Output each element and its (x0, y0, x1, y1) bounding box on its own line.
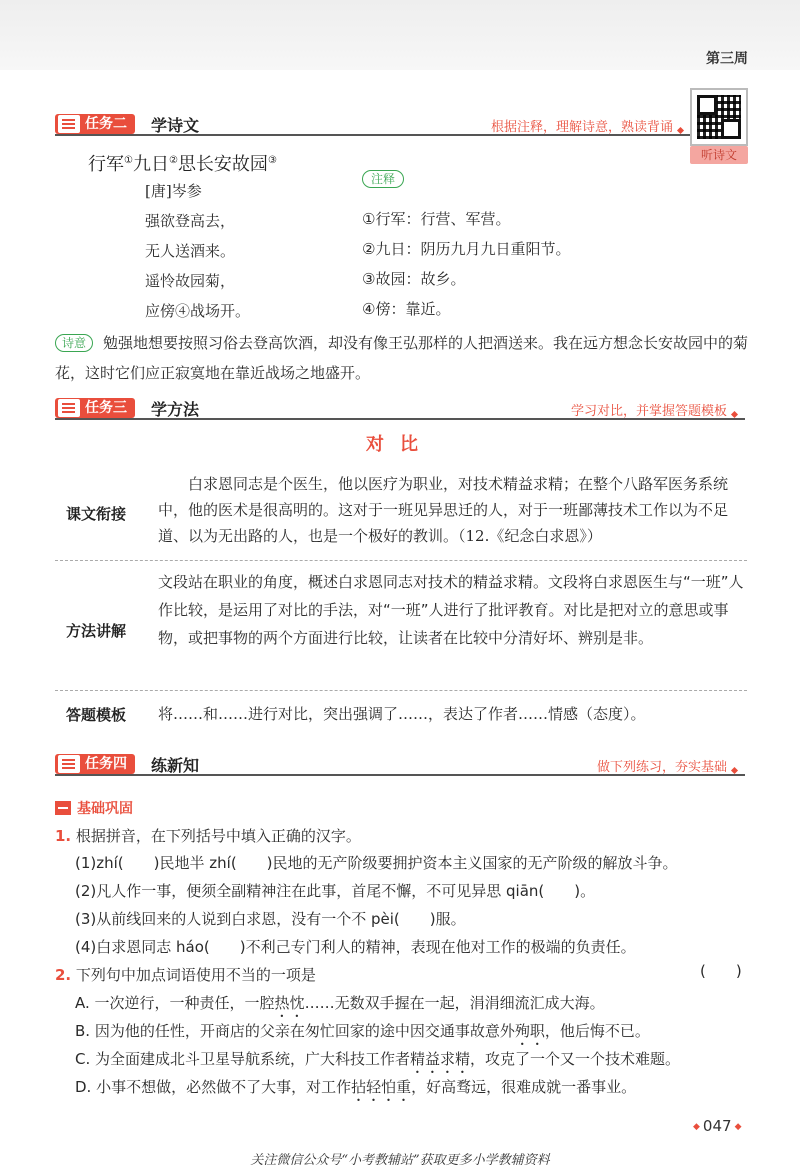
poem-line: 无人送酒来。 (145, 242, 236, 260)
divider (55, 690, 747, 691)
poem-title: 行军①九日②思长安故园③ (88, 154, 277, 175)
page-number: ◆ 047 ◆ (690, 1117, 744, 1135)
question-1-item[interactable]: (1)zhí( )民地半 zhí( )民地的无产阶级要拥护资本主义国家的无产阶级的解放斗争。 (75, 854, 678, 872)
option-b[interactable]: B. 因为他的任性，开商店的父亲在匆忙回家的途中因交通事故意外殉职，他后悔不已。 (75, 1022, 650, 1040)
text-link-label: 课文衔接 (66, 505, 127, 523)
template-label: 答题模板 (66, 706, 127, 724)
note-item: ②九日：阴历九月九日重阳节。 (362, 240, 571, 258)
question-1-item[interactable]: (3)从前线回来的人说到白求恩，没有一个不 pèi( )服。 (75, 910, 466, 928)
task2-goal: 根据注释，理解诗意，熟读背诵 (491, 116, 673, 135)
task4-badge: 任务四 (55, 754, 135, 774)
note-item: ①行军：行营、军营。 (362, 210, 511, 228)
poem-line: 应傍④战场开。 (145, 302, 251, 320)
question-1: 1. 根据拼音，在下列括号中填入正确的汉字。 (55, 827, 361, 845)
document-icon (58, 115, 80, 133)
week-label: 第三周 (706, 51, 748, 67)
note-item: ④傍：靠近。 (362, 300, 451, 318)
question-2: 2. 下列句中加点词语使用不当的一项是 (55, 966, 316, 984)
poem-line: 强欲登高去， (145, 212, 236, 230)
template-content: 将……和……进行对比，突出强调了……，表达了作者……情感（态度）。 (158, 705, 646, 723)
task2-title: 学诗文 (151, 116, 200, 135)
poem-meaning: 勉强地想要按照习俗去登高饮酒，却没有像王弘那样的人把酒送来。我在远方想念长安故园中的菊花，这时它们应正寂寞地在靠近战场之地盛开。 (55, 334, 749, 382)
explain-label: 方法讲解 (66, 622, 127, 640)
option-d[interactable]: D. 小事不想做，必然做不了大事，对工作拈轻怕重，好高骛远，很难成就一番事业。 (75, 1078, 637, 1096)
question-1-item[interactable]: (4)白求恩同志 háo( )不利己专门利人的精神，表现在他对工作的极端的负责任。 (75, 938, 636, 956)
section-basic: 基础巩固 (55, 798, 133, 818)
poem-author: [唐]岑参 (145, 182, 202, 200)
text-link-content: 白求恩同志是个医生，他以医疗为职业，对技术精益求精；在整个八路军医务系统中，他的医术是很高明的。这对于一班见异思迁的人，对于一班鄙薄技术工作以为不足道、以为无出路的人，也是一个极好的教训。（12.《纪念白求恩》） (158, 475, 729, 545)
qr-code[interactable] (690, 88, 748, 146)
task4-header (55, 754, 745, 776)
question-1-item[interactable]: (2)凡人作一事，便须全副精神注在此事，首尾不懈，不可见异思 qiān( )。 (75, 882, 596, 900)
option-a[interactable]: A. 一次逆行，一种责任，一腔热忱……无数双手握在一起，涓涓细流汇成大海。 (75, 994, 605, 1012)
option-c[interactable]: C. 为全面建成北斗卫星导航系统，广大科技工作者精益求精，攻克了一个又一个技术难题。 (75, 1050, 681, 1068)
task2-header (55, 114, 745, 136)
notes-tag: 注释 (362, 170, 404, 188)
note-item: ③故园：故乡。 (362, 270, 466, 288)
qr-code-icon (697, 95, 741, 139)
task4-title: 练新知 (151, 756, 200, 775)
task4-goal: 做下列练习，夯实基础 (597, 756, 727, 775)
footer-note: 关注微信公众号“小考教辅站”获取更多小学教辅资料 (250, 1153, 550, 1168)
task3-header (55, 398, 745, 420)
explain-content: 文段站在职业的角度，概述白求恩同志对技术的精益求精。文段将白求恩医生与“一班”人作比较，是运用了对比的手法，对“一班”人进行了批评教育。对比是把对立的意思或事物，或把事物的两个方面进行比较，让读者在比较中分清好坏、辨别是非。 (158, 573, 744, 647)
task3-title: 学方法 (151, 400, 200, 419)
meaning-tag: 诗意 (55, 334, 93, 352)
task3-badge: 任务三 (55, 398, 135, 418)
pencil-icon (58, 755, 80, 773)
listen-poem-button[interactable]: 听诗文 (690, 146, 748, 164)
minus-icon (55, 801, 71, 815)
book-icon (58, 399, 80, 417)
task3-goal: 学习对比，并掌握答题模板 (571, 400, 727, 419)
divider (55, 560, 747, 561)
header-band (0, 0, 800, 70)
poem-line: 遥怜故园菊， (145, 272, 236, 290)
answer-blank[interactable]: ( ) (700, 962, 742, 980)
task2-badge: 任务二 (55, 114, 135, 134)
method-title: 对比 (366, 434, 434, 455)
